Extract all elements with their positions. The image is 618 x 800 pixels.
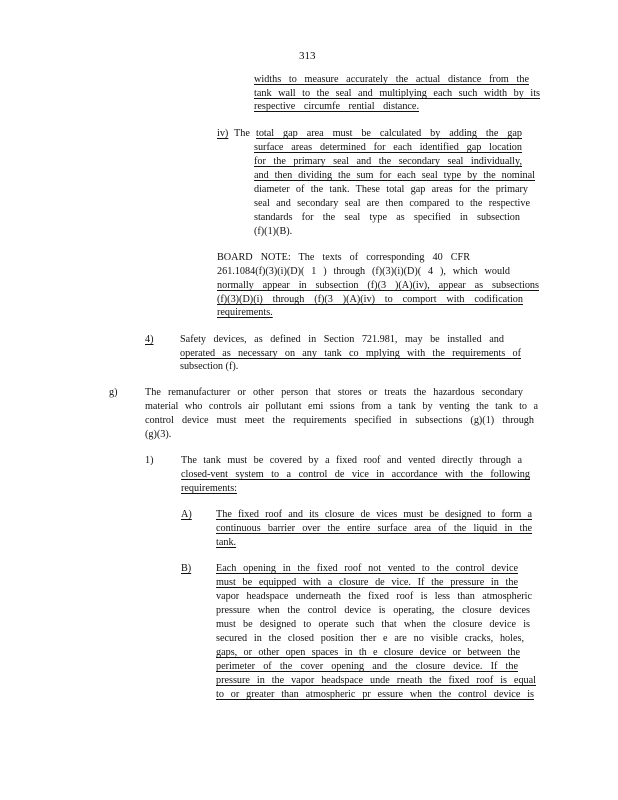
item-iv-line: surface areas determined for each identified gap location: [254, 142, 522, 153]
item-B-line: perimeter of the cover opening and the closure device. If the: [216, 661, 518, 672]
item-B-line: must be designed to operate such that when the closure device is: [216, 619, 530, 630]
item-B-line: to or greater than atmospheric pr essure when the control device is: [216, 689, 534, 700]
item-A-label: A): [181, 509, 192, 520]
item-4-line: operated as necessary on any tank co mplying with the requirements of: [180, 348, 521, 359]
item-A-line: tank.: [216, 537, 237, 548]
item-iv-line: standards for the seal type as specified in subsection: [254, 212, 520, 223]
page-number: 313: [299, 50, 316, 62]
intro-line: tank wall to the seal and multiplying each such width by its: [254, 88, 540, 99]
item-A-line: The fixed roof and its closure de vices must be designed to form a: [216, 509, 532, 520]
item-iv-line: diameter of the tank. These total gap areas for the primary: [254, 184, 528, 195]
intro-line: widths to measure accurately the actual distance from the: [254, 74, 529, 85]
item-1-label: 1): [145, 455, 154, 466]
item-iv-line: and then dividing the sum for each seal type by the nominal: [254, 170, 535, 181]
item-B-line: secured in the closed position ther e are no visible cracks, holes,: [216, 633, 524, 644]
item-iv-line: total gap area must be calculated by adding the gap: [256, 128, 522, 139]
item-g-line: (g)(3).: [145, 429, 172, 440]
item-g-line: material who controls air pollutant emi ssions from a tank by venting the tank to a: [145, 401, 538, 412]
item-B-line: pressure in the vapor headspace unde rneath the fixed roof is equal: [216, 675, 536, 686]
board-note-line: normally appear in subsection (f)(3 )(A)(iv), appear as subsections: [217, 280, 539, 291]
item-1-line: closed-vent system to a control de vice in accordance with the following: [181, 469, 530, 480]
intro-line: respective circumfe rential distance.: [254, 101, 419, 112]
item-B-line: vapor headspace underneath the fixed roof is less than atmospheric: [216, 591, 532, 602]
item-A-line: continuous barrier over the entire surface area of the liquid in the: [216, 523, 532, 534]
item-B-label: B): [181, 563, 192, 574]
item-iv-line: for the primary seal and the secondary seal individually,: [254, 156, 522, 167]
item-iv-line: (f)(1)(B).: [254, 226, 293, 237]
item-g-line: control device must meet the requirements specified in subsections (g)(1) through: [145, 415, 534, 426]
item-1-line: The tank must be covered by a fixed roof and vented directly through a: [181, 455, 522, 466]
board-note-line: BOARD NOTE: The texts of corresponding 40 CFR: [217, 252, 470, 263]
item-B-line: Each opening in the fixed roof not vented to the control device: [216, 563, 518, 574]
board-note-line: (f)(3)(D)(i) through (f)(3 )(A)(iv) to comport with codification: [217, 294, 523, 305]
item-B-line: gaps, or other open spaces in th e closure device or between the: [216, 647, 520, 658]
board-note-line: requirements.: [217, 307, 273, 318]
item-4-label: 4): [145, 334, 154, 345]
board-note-line: 261.1084(f)(3)(i)(D)( 1 ) through (f)(3)(i)(D)( 4 ), which would: [217, 266, 510, 277]
item-B-line: must be equipped with a closure de vice. If the pressure in the: [216, 577, 518, 588]
item-4-line: subsection (f).: [180, 361, 239, 372]
item-B-line: pressure when the control device is operating, the closure devices: [216, 605, 530, 616]
item-iv-label: iv): [217, 128, 229, 139]
item-4-line: Safety devices, as defined in Section 721.981, may be installed and: [180, 334, 504, 345]
item-g-label: g): [109, 387, 118, 398]
item-1-line: requirements:: [181, 483, 238, 494]
item-iv-first-word: The: [234, 128, 250, 139]
item-iv-line: seal and secondary seal are then compared to the respective: [254, 198, 530, 209]
item-g-line: The remanufacturer or other person that stores or treats the hazardous secondary: [145, 387, 523, 398]
